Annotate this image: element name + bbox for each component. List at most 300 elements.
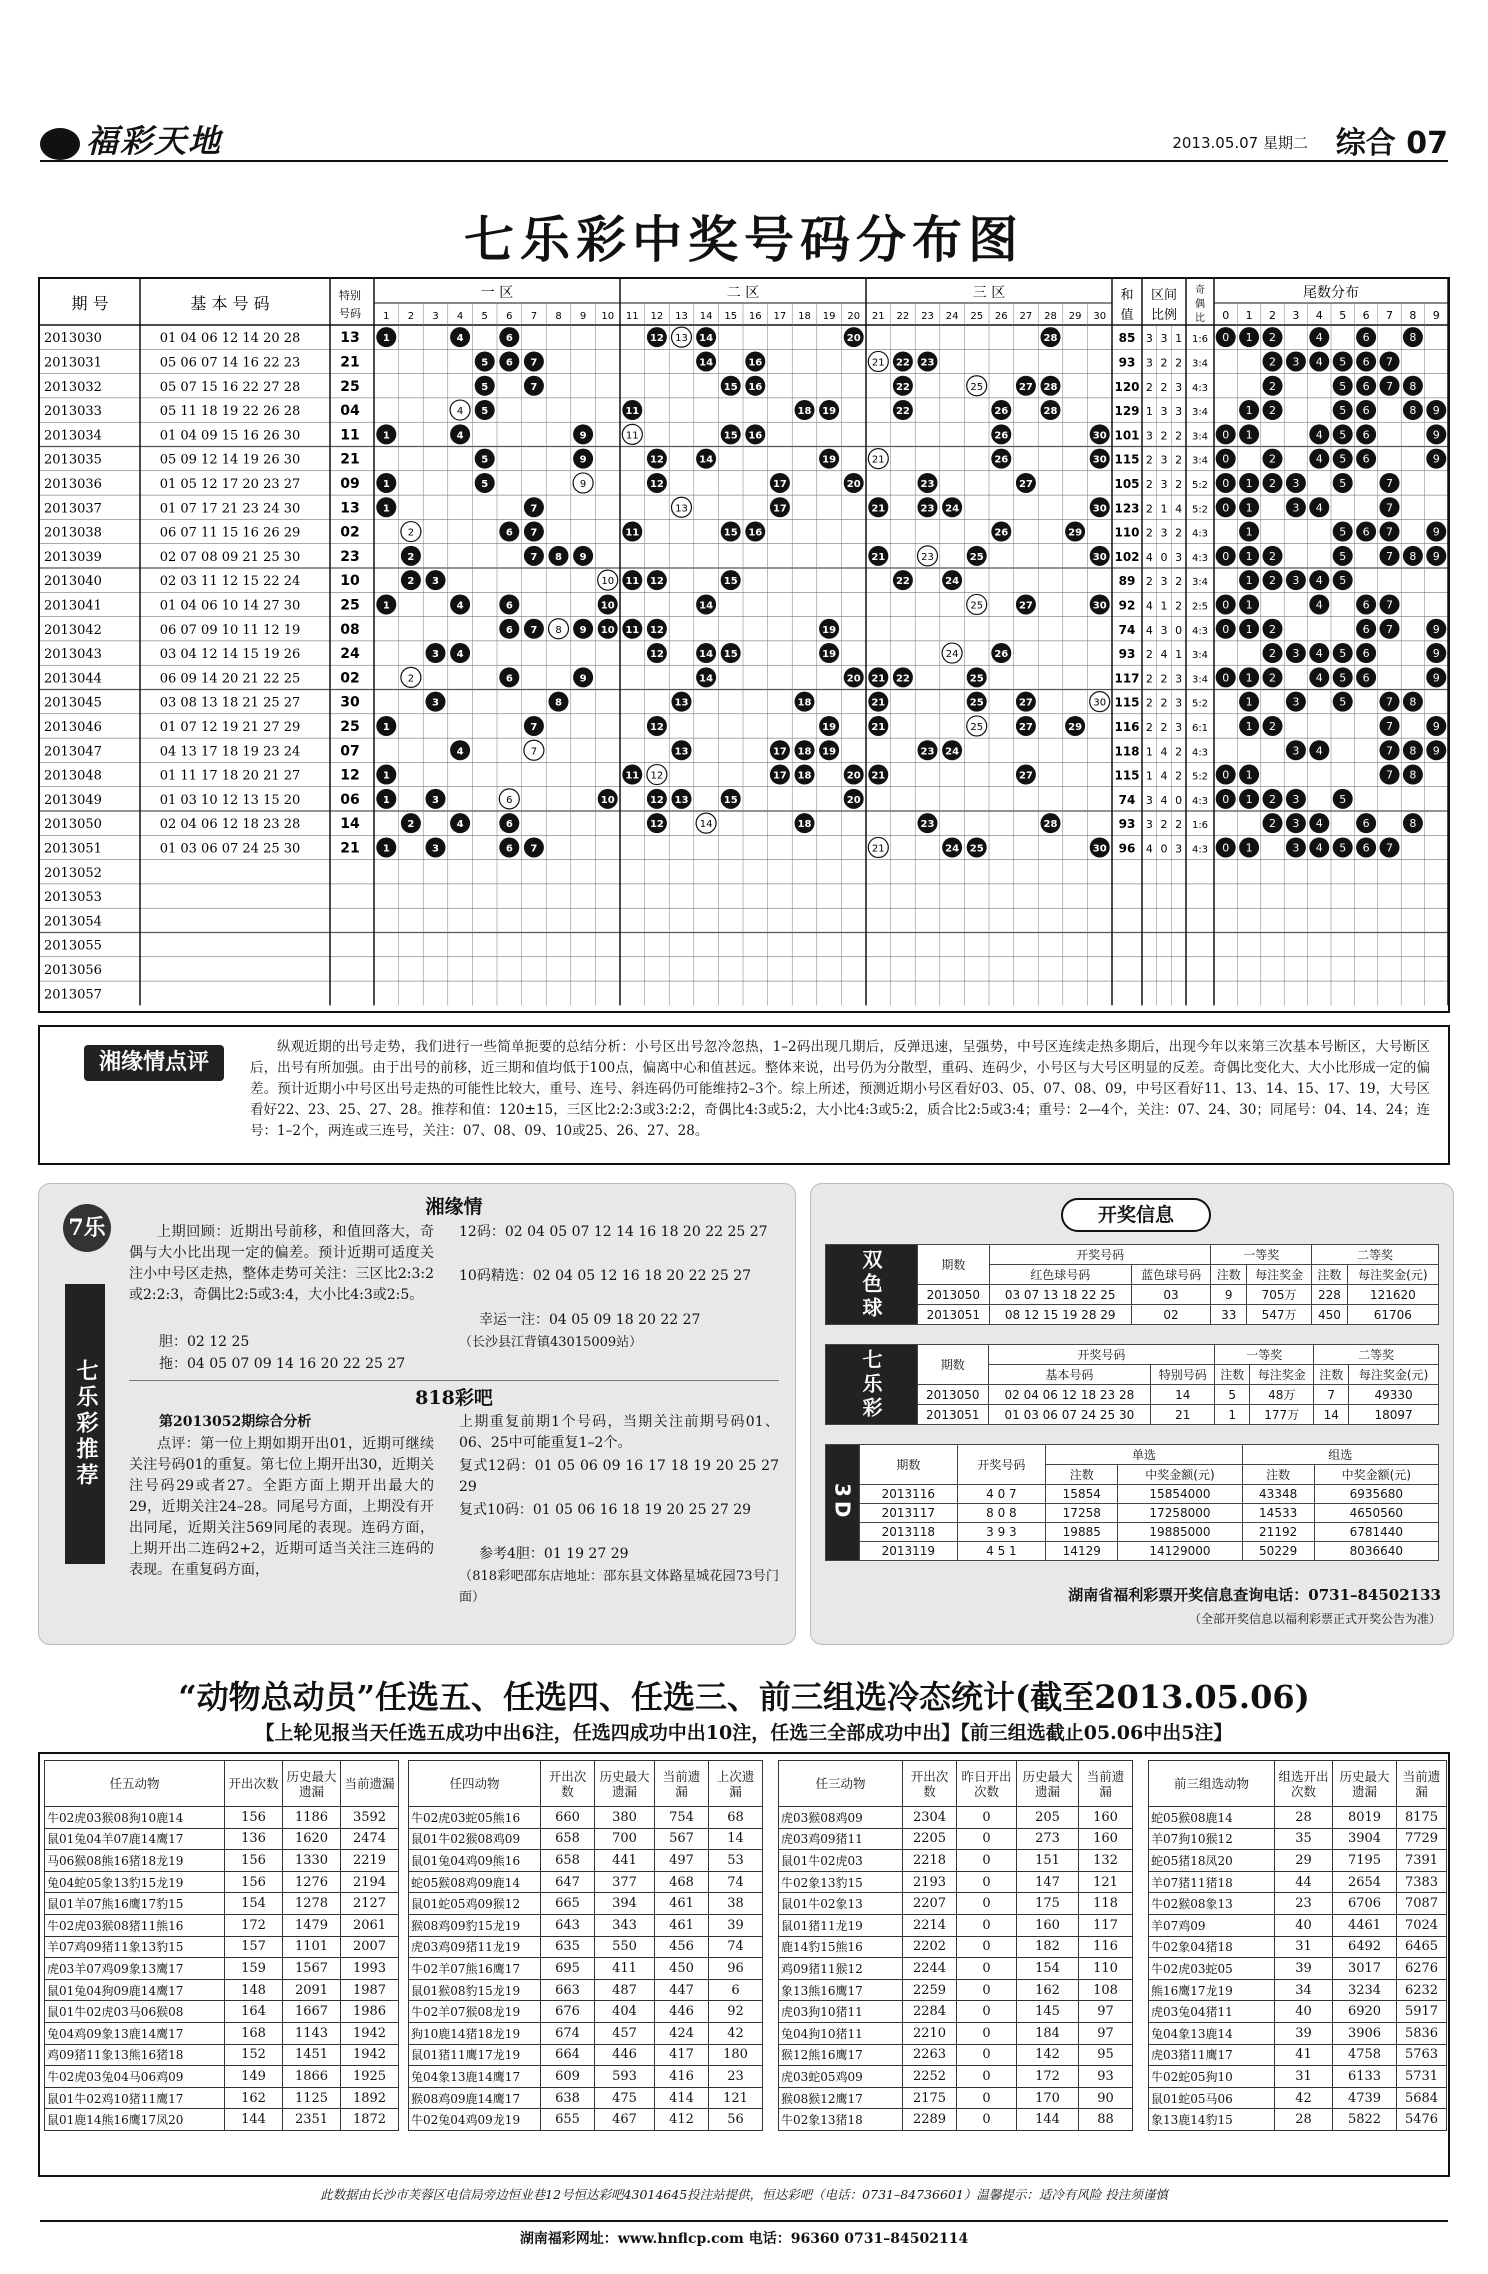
row-ratio: 2 bbox=[1160, 380, 1168, 394]
draw-cell: 547万 bbox=[1247, 1305, 1312, 1325]
header-col-7: 7 bbox=[530, 311, 538, 322]
cold-cell: 170 bbox=[1017, 2087, 1079, 2109]
cold-cell: 7195 bbox=[1333, 1850, 1397, 1872]
cold-cell: 1892 bbox=[341, 2087, 399, 2109]
cold-cell: 1186 bbox=[283, 1807, 341, 1829]
cold-table bbox=[1148, 1760, 1447, 2131]
cold-cell: 1942 bbox=[341, 2044, 399, 2066]
winning-ball-label: 5 bbox=[481, 454, 489, 466]
cold-cell: 0 bbox=[957, 1850, 1017, 1872]
draw-row bbox=[826, 1285, 1439, 1305]
row-special: 30 bbox=[340, 694, 360, 711]
cold-cell: 羊07猪11猪18 bbox=[1149, 1871, 1275, 1893]
row-ratio: 3 bbox=[1160, 526, 1168, 540]
row-ratio: 2 bbox=[1160, 696, 1168, 710]
cold-cell: 牛02猴08象13 bbox=[1149, 1893, 1275, 1915]
cold-table bbox=[44, 1760, 399, 2131]
cold-cell: 2091 bbox=[283, 1979, 341, 2001]
tail-ball-label: 5 bbox=[1339, 476, 1347, 490]
cold-cell: 151 bbox=[1017, 1850, 1079, 1872]
winning-ball-label: 22 bbox=[895, 673, 910, 685]
col-second-prize: 二等奖 bbox=[1314, 1345, 1439, 1365]
winning-ball-label: 7 bbox=[530, 527, 538, 539]
row-ratio: 2 bbox=[1160, 720, 1168, 734]
cold-cell: 2654 bbox=[1333, 1871, 1397, 1893]
cold-cell: 虎03猪11鹰17 bbox=[1149, 2044, 1275, 2066]
draw-cell: 2013050 bbox=[918, 1385, 989, 1405]
cold-row bbox=[409, 1871, 763, 1893]
special-ball-label: 9 bbox=[579, 478, 587, 490]
tail-ball-label: 2 bbox=[1269, 404, 1276, 418]
cold-cell: 0 bbox=[957, 2066, 1017, 2088]
cold-cell: 638 bbox=[541, 2087, 595, 2109]
row-ratio: 3 bbox=[1175, 405, 1183, 419]
tail-ball-label: 4 bbox=[1315, 452, 1323, 466]
winning-ball-label: 6 bbox=[505, 333, 513, 345]
winning-ball-label: 2 bbox=[407, 576, 415, 588]
row-ratio: 4 bbox=[1145, 599, 1153, 613]
row-sum: 118 bbox=[1114, 744, 1140, 759]
special-ball-label: 2 bbox=[407, 527, 415, 539]
row-ratio: 4 bbox=[1145, 623, 1153, 637]
winning-ball-label: 12 bbox=[649, 721, 664, 733]
cold-cell: 5684 bbox=[1397, 2087, 1447, 2109]
winning-ball-label: 12 bbox=[649, 576, 664, 588]
cold-cell: 159 bbox=[225, 1958, 283, 1980]
winning-ball-label: 5 bbox=[481, 381, 489, 393]
row-numbers: 05 11 18 19 22 26 28 bbox=[159, 404, 301, 420]
winning-ball-label: 13 bbox=[674, 794, 689, 806]
row-numbers: 01 07 12 19 21 27 29 bbox=[159, 719, 301, 735]
draw-cell: 19885000 bbox=[1118, 1523, 1242, 1542]
row-period: 2013049 bbox=[44, 792, 102, 808]
cold-header: 上次遗漏 bbox=[709, 1761, 763, 1807]
cold-cell: 394 bbox=[595, 1893, 655, 1915]
compound-10: 复式10码：01 05 06 16 18 19 20 25 27 29 bbox=[459, 1502, 752, 1518]
row-ratio: 2 bbox=[1175, 429, 1183, 443]
cold-cell: 兔04狗10猪11 bbox=[779, 2022, 903, 2044]
cold-cell: 2061 bbox=[341, 1914, 399, 1936]
cold-cell: 34 bbox=[1275, 1979, 1333, 2001]
tail-ball-label: 6 bbox=[1362, 622, 1370, 636]
row-period: 2013056 bbox=[44, 962, 102, 978]
col-period: 期数 bbox=[918, 1245, 990, 1285]
sub-header: 红色球号码 bbox=[989, 1265, 1131, 1285]
header-col-22: 22 bbox=[896, 311, 910, 322]
row-numbers: 03 04 12 14 15 19 26 bbox=[159, 647, 301, 663]
header-rule bbox=[40, 160, 1448, 162]
cold-cell: 6920 bbox=[1333, 2001, 1397, 2023]
cold-cell: 牛02虎03兔04马06鸡09 bbox=[45, 2066, 225, 2088]
cold-cell: 牛02羊07猴08龙19 bbox=[409, 2001, 541, 2023]
cold-cell: 鼠01牛02虎03 bbox=[779, 1850, 903, 1872]
row-odd-even: 3:4 bbox=[1191, 455, 1209, 467]
cold-cell: 74 bbox=[709, 1936, 763, 1958]
cold-cell: 虎03鸡09猪11龙19 bbox=[409, 1936, 541, 1958]
cold-cell: 1330 bbox=[283, 1850, 341, 1872]
tuo-numbers: 拖：04 05 07 09 14 16 20 22 25 27 bbox=[159, 1356, 406, 1372]
row-odd-even: 1:6 bbox=[1191, 334, 1209, 346]
source-heading-2: 818彩吧 bbox=[129, 1380, 779, 1410]
cold-cell: 1620 bbox=[283, 1828, 341, 1850]
tail-ball-label: 2 bbox=[1269, 331, 1276, 345]
winning-ball-label: 28 bbox=[1043, 333, 1058, 345]
winning-ball-label: 19 bbox=[822, 649, 837, 661]
row-ratio: 3 bbox=[1145, 793, 1153, 807]
draw-row bbox=[826, 1485, 1439, 1504]
cold-cell: 168 bbox=[225, 2022, 283, 2044]
row-odd-even: 4:3 bbox=[1191, 552, 1209, 564]
cold-cell: 665 bbox=[541, 1893, 595, 1915]
cold-cell: 鼠01牛02猴08鸡09 bbox=[409, 1828, 541, 1850]
cold-cell: 414 bbox=[655, 2087, 709, 2109]
cold-cell: 虎03蛇05鸡09 bbox=[779, 2066, 903, 2088]
header-tail: 尾数分布 bbox=[1303, 285, 1359, 301]
cold-row bbox=[779, 1979, 1133, 2001]
lottery-name: 双色球 bbox=[826, 1245, 918, 1325]
tail-ball-label: 2 bbox=[1269, 647, 1276, 661]
page-header bbox=[40, 110, 1448, 160]
draw-table-head bbox=[826, 1345, 1439, 1365]
recommendation-sidebar bbox=[57, 1204, 106, 1624]
row-ratio: 2 bbox=[1145, 696, 1153, 710]
row-ratio: 2 bbox=[1145, 575, 1153, 589]
cold-row bbox=[779, 2044, 1133, 2066]
pick4-table bbox=[408, 1760, 763, 2131]
winning-ball-label: 25 bbox=[969, 551, 984, 563]
winning-ball-label: 24 bbox=[945, 503, 960, 515]
cold-head bbox=[45, 1761, 399, 1807]
col-second-prize: 二等奖 bbox=[1312, 1245, 1439, 1265]
special-ball-label: 4 bbox=[456, 406, 464, 418]
cold-cell: 175 bbox=[1017, 1893, 1079, 1915]
winning-ball-label: 8 bbox=[555, 697, 562, 709]
tail-ball-label: 1 bbox=[1245, 768, 1253, 782]
draw-cell: 02 04 06 12 18 23 28 bbox=[988, 1385, 1151, 1405]
tail-ball-label: 5 bbox=[1339, 841, 1347, 855]
cold-row bbox=[779, 1871, 1133, 1893]
cold-header: 任三动物 bbox=[779, 1761, 903, 1807]
cold-cell: 1942 bbox=[341, 2022, 399, 2044]
cold-cell: 1125 bbox=[283, 2087, 341, 2109]
source-heading-1: 湘缘情 bbox=[425, 1196, 483, 1218]
row-numbers: 02 04 06 12 18 23 28 bbox=[159, 817, 301, 833]
tail-ball-label: 7 bbox=[1386, 549, 1393, 563]
row-period: 2013041 bbox=[44, 598, 102, 614]
tail-ball-label: 4 bbox=[1315, 428, 1323, 442]
row-period: 2013033 bbox=[44, 404, 102, 420]
row-period: 2013046 bbox=[44, 719, 102, 735]
row-ratio: 2 bbox=[1145, 502, 1153, 516]
winning-ball-label: 17 bbox=[772, 503, 787, 515]
cold-row bbox=[45, 1914, 399, 1936]
cold-cell: 7391 bbox=[1397, 1850, 1447, 1872]
header-col-28: 28 bbox=[1044, 311, 1057, 322]
row-numbers: 01 11 17 18 20 21 27 bbox=[159, 768, 301, 784]
cold-cell: 7087 bbox=[1397, 1893, 1447, 1915]
winning-ball-label: 6 bbox=[505, 600, 513, 612]
winning-ball-label: 23 bbox=[920, 478, 935, 490]
row-ratio: 0 bbox=[1175, 623, 1183, 637]
col-single: 单选 bbox=[1046, 1445, 1242, 1465]
cold-cell: 0 bbox=[957, 1936, 1017, 1958]
row-period: 2013052 bbox=[44, 865, 102, 881]
cold-cell: 475 bbox=[595, 2087, 655, 2109]
winning-ball-label: 25 bbox=[969, 843, 984, 855]
row-sum: 105 bbox=[1114, 476, 1140, 491]
header-tail-1: 1 bbox=[1245, 309, 1253, 322]
tail-ball-label: 1 bbox=[1245, 428, 1253, 442]
row-special: 10 bbox=[340, 573, 360, 590]
sub-header: 注数 bbox=[1242, 1465, 1314, 1485]
tail-ball-label: 7 bbox=[1386, 768, 1393, 782]
cold-cell: 4739 bbox=[1333, 2087, 1397, 2109]
winning-ball-label: 11 bbox=[625, 770, 640, 782]
winning-ball-label: 4 bbox=[456, 746, 464, 758]
draw-cell: 4 0 7 bbox=[957, 1485, 1046, 1504]
cold-row bbox=[409, 2066, 763, 2088]
cold-cell: 鼠01鹿14熊16鹰17凤20 bbox=[45, 2109, 225, 2131]
tail-ball-label: 2 bbox=[1269, 379, 1276, 393]
tail-ball-label: 1 bbox=[1245, 622, 1253, 636]
draw-cell: 121620 bbox=[1347, 1285, 1438, 1305]
cold-cell: 121 bbox=[1079, 1871, 1133, 1893]
cold-row bbox=[409, 2044, 763, 2066]
header-tail-6: 6 bbox=[1362, 309, 1370, 322]
winning-ball-label: 27 bbox=[1018, 600, 1033, 612]
cold-cell: 2218 bbox=[903, 1850, 957, 1872]
ssq-results bbox=[825, 1244, 1439, 1325]
special-ball-label: 25 bbox=[970, 381, 984, 393]
draw-info-panel bbox=[810, 1183, 1454, 1645]
recommendation-label: 七乐彩推荐 bbox=[65, 1284, 105, 1564]
row-numbers: 01 04 09 15 16 26 30 bbox=[159, 428, 301, 444]
draw-cell: 8036640 bbox=[1314, 1542, 1438, 1561]
tail-ball-label: 7 bbox=[1386, 476, 1393, 490]
row-ratio: 3 bbox=[1175, 842, 1183, 856]
cold-cell: 90 bbox=[1079, 2087, 1133, 2109]
cold-cell: 2351 bbox=[283, 2109, 341, 2131]
tail-ball-label: 4 bbox=[1315, 841, 1323, 855]
header-col-27: 27 bbox=[1019, 311, 1033, 322]
header-ratio: 区间 bbox=[1150, 288, 1178, 303]
row-odd-even: 6:1 bbox=[1191, 722, 1209, 734]
header-col-4: 4 bbox=[456, 311, 464, 322]
draw-cell: 9 bbox=[1211, 1285, 1247, 1305]
special-ball-label: 24 bbox=[945, 649, 959, 661]
cold-table bbox=[408, 1760, 763, 2131]
winning-ball-label: 22 bbox=[895, 406, 910, 418]
cold-cell: 162 bbox=[225, 2087, 283, 2109]
row-period: 2013050 bbox=[44, 817, 102, 833]
tail-ball-label: 6 bbox=[1362, 817, 1370, 831]
cold-cell: 2214 bbox=[903, 1914, 957, 1936]
draw-info-title: 开奖信息 bbox=[1061, 1198, 1211, 1232]
cold-row bbox=[45, 2022, 399, 2044]
header-oe-2: 比 bbox=[1195, 313, 1205, 324]
cold-row bbox=[409, 1807, 763, 1829]
cold-cell: 154 bbox=[225, 1893, 283, 1915]
header-oe-1: 偶 bbox=[1195, 299, 1205, 310]
cold-cell: 1276 bbox=[283, 1871, 341, 1893]
cold-cell: 1451 bbox=[283, 2044, 341, 2066]
cold-cell: 180 bbox=[709, 2044, 763, 2066]
row-period: 2013038 bbox=[44, 525, 102, 541]
cold-cell: 3592 bbox=[341, 1807, 399, 1829]
draw-cell: 4 5 1 bbox=[957, 1542, 1046, 1561]
cold-cell: 鸡09猪11猴12 bbox=[779, 1958, 903, 1980]
cold-cell: 446 bbox=[655, 2001, 709, 2023]
tail-ball-label: 7 bbox=[1386, 501, 1393, 515]
cold-cell: 660 bbox=[541, 1807, 595, 1829]
header-col-17: 17 bbox=[773, 311, 787, 322]
row-ratio: 2 bbox=[1175, 769, 1183, 783]
row-special: 21 bbox=[340, 840, 360, 857]
draw-cell: 48万 bbox=[1250, 1385, 1314, 1405]
winning-ball-label: 6 bbox=[505, 673, 513, 685]
draw-cell: 2013119 bbox=[860, 1542, 958, 1561]
cold-cell: 1987 bbox=[341, 1979, 399, 2001]
cold-row bbox=[45, 1936, 399, 1958]
cold-cell: 550 bbox=[595, 1936, 655, 1958]
row-sum: 116 bbox=[1114, 719, 1140, 734]
cold-cell: 145 bbox=[1017, 2001, 1079, 2023]
winning-ball-label: 29 bbox=[1068, 721, 1083, 733]
cold-cell: 700 bbox=[595, 1828, 655, 1850]
winning-ball-label: 25 bbox=[969, 697, 984, 709]
tail-ball-label: 8 bbox=[1409, 744, 1417, 758]
cold-cell: 2202 bbox=[903, 1936, 957, 1958]
cold-header: 当前遗漏 bbox=[655, 1761, 709, 1807]
cold-cell: 1993 bbox=[341, 1958, 399, 1980]
cold-cell: 38 bbox=[709, 1893, 763, 1915]
row-period: 2013054 bbox=[44, 914, 102, 930]
special-ball-label: 14 bbox=[699, 819, 713, 831]
winning-ball-label: 7 bbox=[530, 381, 538, 393]
sub-header: 注数 bbox=[1211, 1265, 1247, 1285]
row-special: 12 bbox=[340, 767, 360, 784]
winning-ball-label: 21 bbox=[871, 551, 886, 563]
cold-cell: 162 bbox=[1017, 1979, 1079, 2001]
winning-ball-label: 3 bbox=[432, 794, 439, 806]
draw-cell: 14129 bbox=[1046, 1542, 1118, 1561]
row-ratio: 3 bbox=[1160, 477, 1168, 491]
cold-row bbox=[1149, 2066, 1447, 2088]
tail-ball-label: 5 bbox=[1339, 671, 1347, 685]
draw-table bbox=[825, 1444, 1439, 1561]
draw-cell: 8 0 8 bbox=[957, 1504, 1046, 1523]
cold-cell: 461 bbox=[655, 1893, 709, 1915]
tail-ball-label: 0 bbox=[1222, 841, 1230, 855]
cold-cell: 6232 bbox=[1397, 1979, 1447, 2001]
commentary-text: 纵观近期的出号走势，我们进行一些简单扼要的总结分析：小号区出号忽冷忽热，1–2码出现几期后，反弹迅速，呈强势，中号区连续走热多期后，出现今年以来第三次基本号断区，大号断区后，出号有所加强。由于出号的前移，近三期和值均低于100点，偏离中心和值甚远。整体来说，出号仍为分散型，重码、连码少，小号区与大号区明显的反差。奇偶比变化大、大小比形成一定的偏差。预计近期小中号区出号走热的可能性比较大，重号、连号、斜连码仍可能维持2–3个。综上所述，预测近期小号区看好03、05、07、08、09，中号区看好11、13、14、15、17、19，大号区看好22、23、25、27、28。推荐和值：120±15，三区比2:2:3或3:2:2，奇偶比4:3或5:2，大小比4:3或5:2，质合比2:5或3:4；重号：2—4个，关注：07、24、30；同尾号：04、14、24；连号：1–2个，两连或三连号，关注：07、08、09、10或25、26、27、28。 bbox=[250, 1039, 1430, 1139]
special-ball-label: 23 bbox=[921, 551, 934, 563]
draw-cell: 14 bbox=[1151, 1385, 1215, 1405]
cold-row bbox=[779, 1936, 1133, 1958]
lucky-pick: 幸运一注：04 05 09 18 20 22 27 bbox=[479, 1312, 701, 1328]
special-ball-label: 21 bbox=[871, 357, 885, 369]
winning-ball-label: 19 bbox=[822, 721, 837, 733]
row-special: 25 bbox=[340, 718, 360, 735]
cold-cell: 635 bbox=[541, 1936, 595, 1958]
tail-ball-label: 6 bbox=[1362, 355, 1370, 369]
header-col-3: 3 bbox=[432, 311, 439, 322]
winning-ball-label: 28 bbox=[1043, 406, 1058, 418]
winning-ball-label: 7 bbox=[530, 551, 538, 563]
row-ratio: 3 bbox=[1145, 818, 1153, 832]
tail-ball-label: 0 bbox=[1222, 622, 1230, 636]
row-ratio: 2 bbox=[1160, 356, 1168, 370]
tail-ball-label: 1 bbox=[1245, 476, 1253, 490]
special-ball-label: 13 bbox=[675, 503, 688, 515]
row-period: 2013042 bbox=[44, 622, 102, 638]
draw-row bbox=[826, 1385, 1439, 1405]
cold-row bbox=[409, 1828, 763, 1850]
cold-cell: 68 bbox=[709, 1807, 763, 1829]
row-numbers: 01 07 17 21 23 24 30 bbox=[159, 501, 301, 517]
row-ratio: 2 bbox=[1145, 720, 1153, 734]
tail-ball-label: 6 bbox=[1362, 671, 1370, 685]
winning-ball-label: 14 bbox=[699, 454, 714, 466]
tail-ball-label: 7 bbox=[1386, 379, 1393, 393]
row-odd-even: 3:4 bbox=[1191, 577, 1209, 589]
cold-cell: 象13熊16鹰17 bbox=[779, 1979, 903, 2001]
row-ratio: 2 bbox=[1175, 477, 1183, 491]
cold-cell: 2284 bbox=[903, 2001, 957, 2023]
winning-ball-label: 16 bbox=[748, 527, 763, 539]
row-special: 25 bbox=[340, 378, 360, 395]
cold-row bbox=[779, 1958, 1133, 1980]
cold-cell: 497 bbox=[655, 1850, 709, 1872]
cold-cell: 鼠01牛02鸡10猪11鹰17 bbox=[45, 2087, 225, 2109]
row-ratio: 3 bbox=[1145, 356, 1153, 370]
header-tail-5: 5 bbox=[1339, 309, 1347, 322]
cold-cell: 417 bbox=[655, 2044, 709, 2066]
header-tail-9: 9 bbox=[1432, 309, 1440, 322]
header-col-23: 23 bbox=[921, 311, 934, 322]
cold-cell: 牛02羊07熊16鹰17 bbox=[409, 1958, 541, 1980]
cold-cell: 鼠01兔04狗09鹿14鹰17 bbox=[45, 1979, 225, 2001]
row-period: 2013035 bbox=[44, 452, 102, 468]
row-ratio: 1 bbox=[1175, 332, 1183, 346]
winning-ball-label: 30 bbox=[1092, 454, 1107, 466]
tail-ball-label: 3 bbox=[1292, 841, 1300, 855]
winning-ball-label: 12 bbox=[649, 649, 664, 661]
tail-ball-label: 7 bbox=[1386, 525, 1393, 539]
row-sum: 123 bbox=[1114, 501, 1140, 516]
draw-cell: 61706 bbox=[1347, 1305, 1438, 1325]
cold-cell: 0 bbox=[957, 1979, 1017, 2001]
tail-ball-label: 9 bbox=[1432, 719, 1440, 733]
row-period: 2013034 bbox=[44, 428, 102, 444]
tail-ball-label: 7 bbox=[1386, 841, 1393, 855]
cold-cell: 鼠01猪11龙19 bbox=[779, 1914, 903, 1936]
cold-row bbox=[1149, 1828, 1447, 1850]
tail-ball-label: 9 bbox=[1432, 428, 1440, 442]
cold-cell: 44 bbox=[1275, 1871, 1333, 1893]
cold-cell: 29 bbox=[1275, 1850, 1333, 1872]
cold-cell: 343 bbox=[595, 1914, 655, 1936]
cold-cell: 0 bbox=[957, 1871, 1017, 1893]
lottery-name: 3D bbox=[826, 1445, 860, 1561]
winning-ball-label: 20 bbox=[846, 673, 861, 685]
winning-ball-label: 21 bbox=[871, 721, 886, 733]
header-col-11: 11 bbox=[625, 311, 639, 322]
cold-cell: 157 bbox=[225, 1936, 283, 1958]
draw-cell: 14 bbox=[1314, 1405, 1349, 1425]
winning-ball-label: 6 bbox=[505, 819, 513, 831]
cold-cell: 鼠01羊07熊16鹰17豹15 bbox=[45, 1893, 225, 1915]
